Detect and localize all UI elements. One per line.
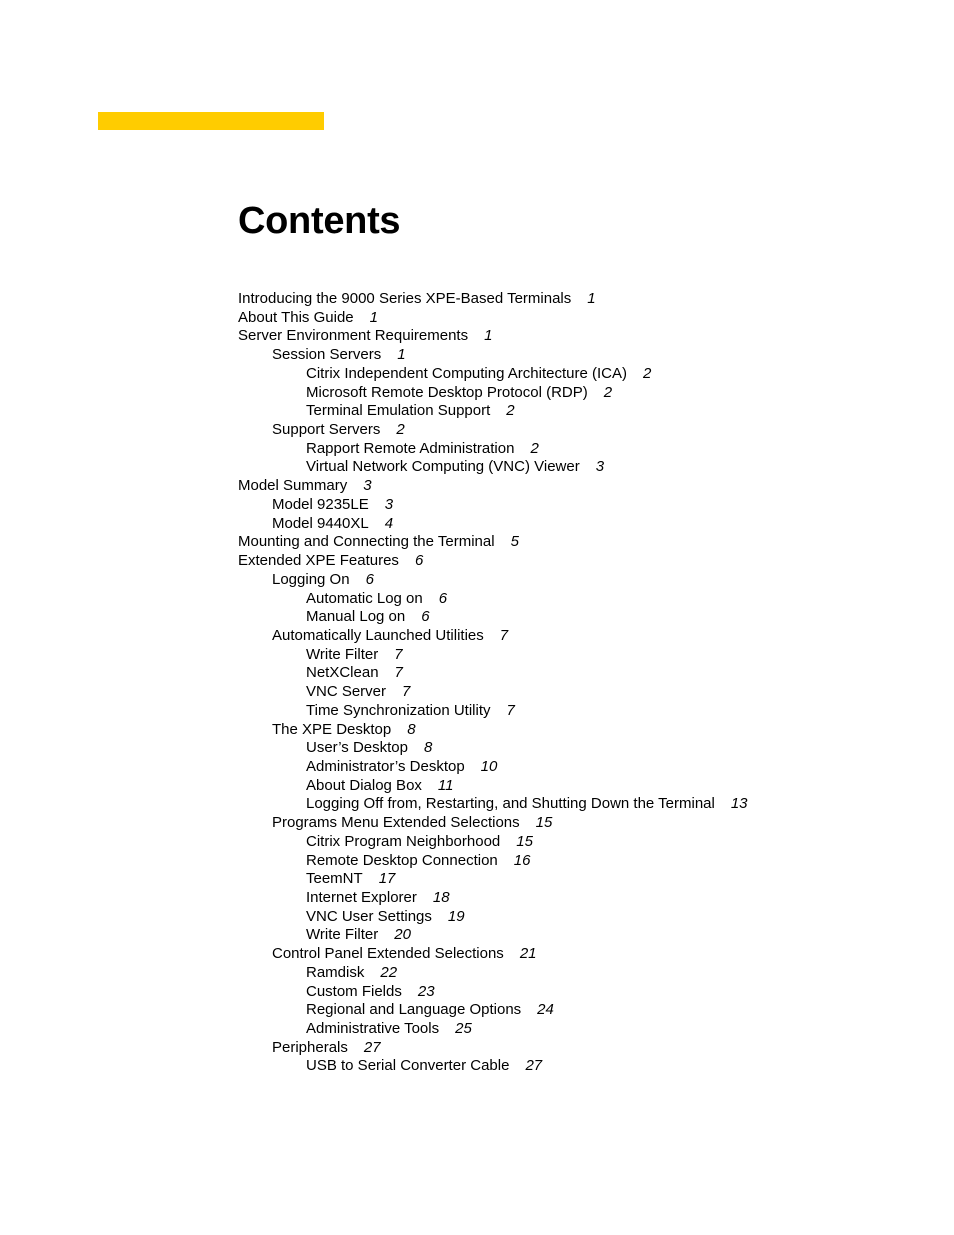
toc-entry-page-number: 11 — [437, 776, 454, 794]
toc-entry-page-number: 6 — [414, 552, 424, 570]
toc-entry[interactable] — [238, 664, 918, 683]
toc-entry-page-number: 13 — [730, 795, 748, 813]
toc-entry-page-number: 1 — [587, 290, 596, 307]
toc-entry-title: Extended XPE Features — [238, 552, 399, 570]
toc-entry-title: Regional and Language Options — [306, 1001, 522, 1019]
toc-entry-page-number: 8 — [407, 720, 416, 738]
toc-entry[interactable] — [238, 496, 918, 515]
toc-entry-page-number: 1 — [397, 346, 406, 364]
toc-entry-page-number: 7 — [499, 626, 509, 644]
toc-entry-title: Manual Log on — [306, 608, 406, 626]
toc-entry-title: Write Filter — [306, 926, 379, 944]
toc-entry-page-number: 2 — [642, 364, 652, 382]
toc-entry[interactable] — [238, 1039, 918, 1058]
toc-entry-page-number: 7 — [506, 701, 515, 719]
toc-entry-title: Automatic Log on — [306, 589, 423, 607]
toc-entry[interactable] — [238, 739, 918, 758]
toc-entry[interactable] — [238, 384, 918, 403]
toc-entry-title: Model 9235LE — [272, 495, 369, 513]
toc-entry[interactable] — [238, 458, 918, 477]
toc-entry-page-number: 15 — [516, 832, 533, 850]
toc-entry-page-number: 3 — [384, 495, 394, 513]
toc-entry-title: TeemNT — [306, 870, 363, 888]
toc-entry[interactable] — [238, 477, 918, 496]
toc-entry-page-number: 19 — [447, 907, 465, 925]
toc-entry-title: Citrix Program Neighborhood — [306, 832, 501, 850]
toc-entry[interactable] — [238, 608, 918, 627]
toc-entry-page-number: 16 — [513, 851, 531, 869]
toc-entry[interactable] — [238, 571, 918, 590]
toc-entry-page-number: 17 — [378, 870, 396, 888]
toc-entry-title: Mounting and Connecting the Terminal — [238, 533, 495, 551]
toc-entry[interactable] — [238, 1001, 918, 1020]
toc-entry-title: Write Filter — [306, 645, 379, 663]
toc-entry[interactable] — [238, 646, 918, 665]
toc-entry[interactable] — [238, 327, 918, 346]
toc-entry-page-number: 1 — [369, 308, 378, 326]
toc-entry-title: Administrative Tools — [306, 1020, 440, 1038]
toc-entry-title: The XPE Desktop — [272, 720, 392, 738]
toc-entry-page-number: 7 — [402, 683, 411, 701]
toc-entry[interactable] — [238, 964, 918, 983]
toc-entry-title: Peripherals — [272, 1038, 348, 1056]
toc-entry-title: Citrix Independent Computing Architecture (ICA) — [306, 364, 627, 382]
toc-entry-title: Administrator’s Desktop — [306, 757, 465, 775]
toc-entry[interactable] — [238, 702, 918, 721]
toc-entry[interactable] — [238, 533, 918, 552]
toc-entry[interactable] — [238, 721, 918, 740]
toc-entry-title: Introducing the 9000 Series XPE-Based Terminals — [238, 290, 572, 307]
toc-entry-page-number: 6 — [438, 589, 448, 607]
toc-entry[interactable] — [238, 926, 918, 945]
toc-entry-page-number: 6 — [421, 608, 430, 626]
toc-entry-title: Terminal Emulation Support — [306, 402, 491, 420]
toc-entry-title: About This Guide — [238, 308, 354, 326]
toc-entry-page-number: 15 — [535, 814, 553, 832]
toc-entry[interactable] — [238, 795, 918, 814]
toc-entry-page-number: 8 — [423, 739, 433, 757]
toc-entry-title: Virtual Network Computing (VNC) Viewer — [306, 458, 580, 476]
toc-entry-page-number: 18 — [432, 889, 450, 906]
toc-entry-page-number: 3 — [363, 477, 372, 495]
toc-entry-title: Control Panel Extended Selections — [272, 945, 504, 963]
toc-entry-title: About Dialog Box — [306, 776, 422, 794]
toc-entry[interactable] — [238, 515, 918, 534]
toc-entry-title: User’s Desktop — [306, 739, 408, 757]
toc-entry-title: VNC User Settings — [306, 907, 432, 925]
toc-entry-page-number: 7 — [394, 664, 403, 682]
toc-entry-title: Model Summary — [238, 477, 348, 495]
toc-entry[interactable] — [238, 1020, 918, 1039]
toc-entry[interactable] — [238, 590, 918, 609]
toc-entry-title: Support Servers — [272, 421, 381, 439]
toc-entry-title: Rapport Remote Administration — [306, 439, 515, 457]
toc-entry[interactable] — [238, 983, 918, 1002]
toc-entry-page-number: 2 — [603, 383, 613, 401]
toc-entry-page-number: 2 — [396, 421, 405, 439]
toc-entry[interactable] — [238, 852, 918, 871]
toc-entry-title: Session Servers — [272, 346, 382, 364]
toc-entry[interactable] — [238, 889, 918, 908]
toc-entry-title: Model 9440XL — [272, 514, 369, 532]
toc-entry[interactable] — [238, 870, 918, 889]
toc-entry-title: Custom Fields — [306, 982, 402, 1000]
toc-entry[interactable] — [238, 758, 918, 777]
toc-entry[interactable] — [238, 777, 918, 796]
toc-entry-title: Automatically Launched Utilities — [272, 626, 484, 644]
toc-entry[interactable] — [238, 365, 918, 384]
toc-entry[interactable] — [238, 908, 918, 927]
toc-entry[interactable] — [238, 309, 918, 328]
toc-entry-title: USB to Serial Converter Cable — [306, 1057, 510, 1075]
page-title: Contents — [238, 200, 401, 242]
toc-entry-page-number: 27 — [363, 1038, 381, 1056]
toc-entry-title: Logging Off from, Restarting, and Shutting Down the Terminal — [306, 795, 715, 813]
accent-bar — [98, 112, 324, 130]
toc-entry-page-number: 2 — [506, 402, 515, 420]
toc-entry-title: Programs Menu Extended Selections — [272, 814, 520, 832]
toc-entry-title: NetXClean — [306, 664, 379, 682]
toc-entry-title: Microsoft Remote Desktop Protocol (RDP) — [306, 383, 588, 401]
toc-entry-page-number: 25 — [455, 1020, 472, 1038]
toc-entry-page-number: 5 — [510, 533, 519, 551]
toc-entry-page-number: 20 — [394, 926, 411, 944]
toc-entry-title: Remote Desktop Connection — [306, 851, 498, 869]
toc-entry-page-number: 21 — [519, 945, 537, 963]
toc-entry-title: Internet Explorer — [306, 889, 417, 906]
toc-entry-title: Server Environment Requirements — [238, 327, 469, 345]
toc-entry[interactable] — [238, 683, 918, 702]
toc-entry-page-number: 10 — [480, 757, 498, 775]
toc-entry-title: Ramdisk — [306, 963, 365, 981]
table-of-contents — [238, 290, 918, 1076]
toc-entry-title: VNC Server — [306, 683, 387, 701]
toc-entry-page-number: 2 — [530, 439, 539, 457]
toc-entry-page-number: 23 — [417, 982, 435, 1000]
toc-entry[interactable] — [238, 945, 918, 964]
toc-entry[interactable] — [238, 1057, 918, 1076]
toc-entry-page-number: 1 — [484, 327, 493, 345]
toc-entry-page-number: 27 — [525, 1057, 543, 1075]
toc-entry[interactable] — [238, 440, 918, 459]
toc-entry[interactable] — [238, 346, 918, 365]
toc-entry-page-number: 4 — [384, 514, 394, 532]
toc-entry-page-number: 7 — [394, 645, 403, 663]
toc-entry[interactable] — [238, 814, 918, 833]
toc-entry-page-number: 22 — [380, 963, 398, 981]
toc-entry-page-number: 24 — [537, 1001, 554, 1019]
toc-entry[interactable] — [238, 421, 918, 440]
toc-entry-page-number: 6 — [365, 570, 374, 588]
toc-entry-page-number: 3 — [595, 458, 605, 476]
toc-entry[interactable] — [238, 833, 918, 852]
toc-entry-title: Time Synchronization Utility — [306, 701, 491, 719]
toc-entry-title: Logging On — [272, 570, 350, 588]
toc-entry[interactable] — [238, 627, 918, 646]
toc-entry[interactable] — [238, 290, 918, 309]
toc-entry[interactable] — [238, 552, 918, 571]
toc-entry[interactable] — [238, 402, 918, 421]
